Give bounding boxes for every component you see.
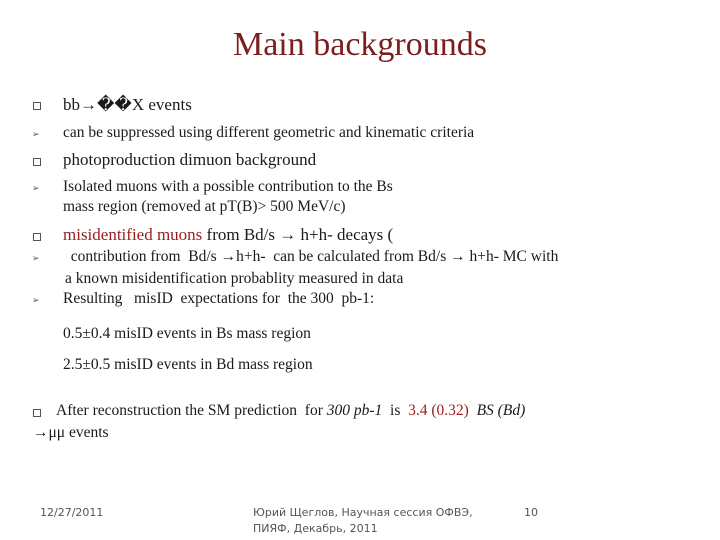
square-bullet-icon <box>33 233 41 241</box>
conclusion-luminosity: 300 pb-1 <box>326 402 383 419</box>
conclusion-value: 3.4 (0.32) <box>408 402 469 419</box>
arrow-bullet-icon: ➢ <box>32 296 40 306</box>
sub-bullet-photo-line1: Isolated muons with a possible contribution to the Bs <box>63 178 393 195</box>
page-number: 10 <box>524 506 538 519</box>
bullet-misid-text <box>63 225 393 245</box>
arrow-bullet-icon: ➢ <box>32 130 40 140</box>
square-bullet-icon <box>33 158 41 166</box>
square-bullet-icon <box>33 409 41 417</box>
square-bullet-icon <box>33 102 41 110</box>
misid-highlight: misidentified muons <box>63 225 203 244</box>
sub-bullet-bb: can be suppressed using different geometric and kinematic criteria <box>63 124 475 141</box>
bullet-photoproduction-text: photoproduction dimuon background <box>63 150 317 169</box>
sub-bullet-photo-line2: mass region (removed at pT(B)> 500 MeV/c) <box>63 198 346 215</box>
arrow-bullet-icon: ➢ <box>32 254 40 264</box>
bullet-bb-text: bb→��X events <box>63 95 192 114</box>
conclusion-line2: →μμ events <box>33 424 109 441</box>
slide-title: Main backgrounds <box>232 26 487 63</box>
expectation-bd: 2.5±0.5 misID events in Bd mass region <box>63 356 313 373</box>
arrow-bullet-icon: ➢ <box>32 184 40 194</box>
footer-date: 12/27/2011 <box>40 506 104 519</box>
expectation-bs: 0.5±0.4 misID events in Bs mass region <box>63 325 311 342</box>
conclusion-is: is <box>382 402 409 419</box>
misid-rest: from Bd/s → h+h- decays ( <box>202 225 394 244</box>
conclusion-text: After reconstruction the SM prediction for <box>56 402 327 419</box>
sub-bullet-misid-line2: a known misidentification probablity measured in data <box>65 270 404 287</box>
sub-bullet-misid-line1: contribution from Bd/s →h+h- can be calculated from Bd/s → h+h- MC with <box>63 248 559 265</box>
sub-bullet-expectations: Resulting misID expectations for the 300 pb-1: <box>63 290 375 307</box>
footer-author-line1: Юрий Щеглов, Научная сессия ОФВЭ, <box>253 506 473 519</box>
conclusion-bs-bd: BS (Bd) <box>468 402 526 419</box>
footer-author-line2: ПИЯФ, Декабрь, 2011 <box>253 522 378 535</box>
conclusion-line1 <box>56 402 525 420</box>
